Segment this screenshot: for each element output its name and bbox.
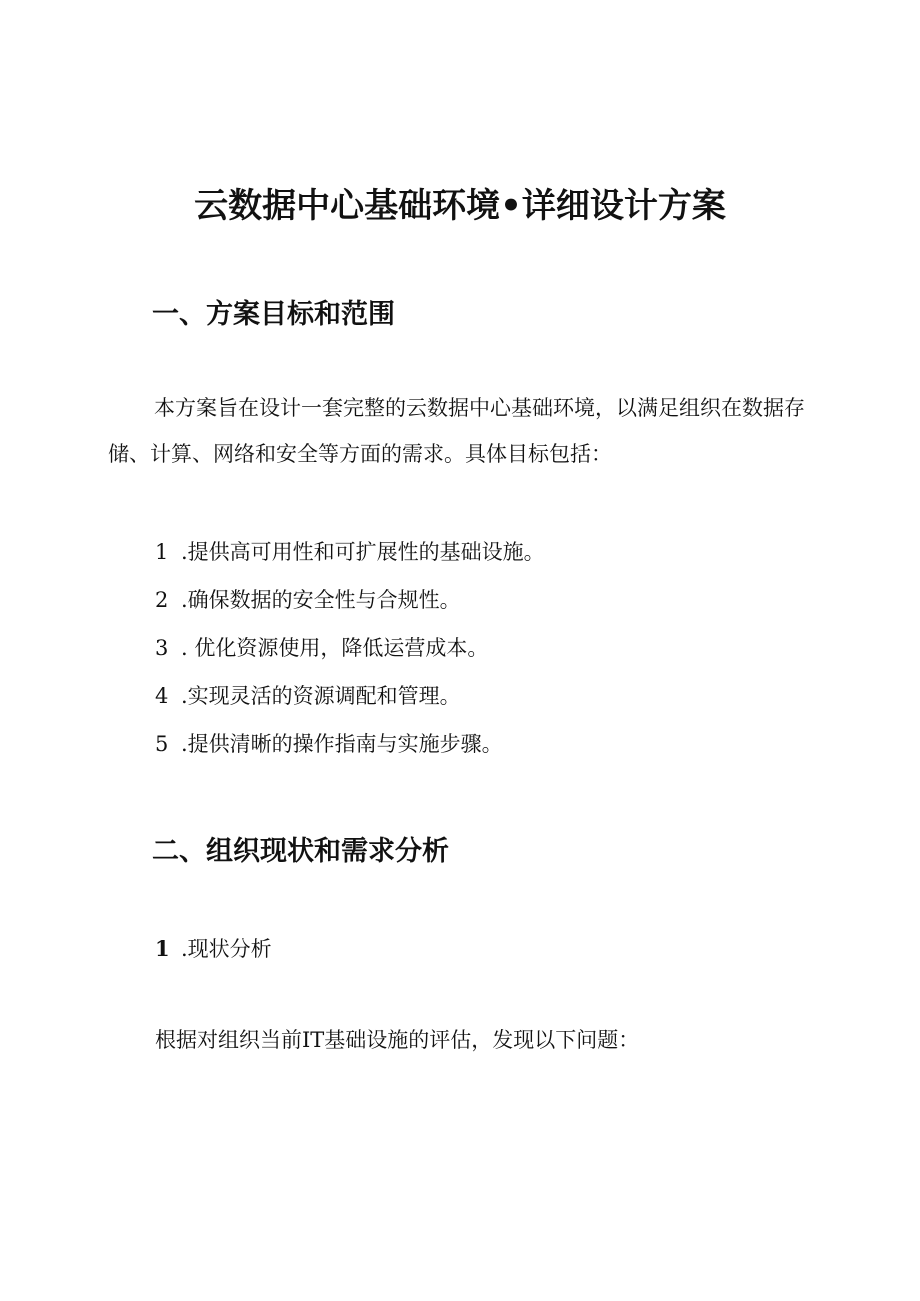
list-item-text: . 优化资源使用，降低运营成本。 (181, 636, 489, 660)
subsection-text: .现状分析 (181, 937, 272, 961)
list-item (155, 582, 545, 630)
list-item-text: .提供高可用性和可扩展性的基础设施。 (181, 540, 545, 564)
list-item (155, 726, 545, 774)
document-title: 云数据中心基础环境•详细设计方案 (194, 186, 726, 226)
list-item-text: .确保数据的安全性与合规性。 (181, 588, 461, 612)
list-item-number: 2 (155, 588, 169, 612)
list-item-number: 1 (155, 540, 169, 564)
section-heading-goals: 一、方案目标和范围 (152, 299, 395, 330)
list-item (155, 630, 545, 678)
list-item-number: 3 (155, 636, 169, 660)
list-item (155, 534, 545, 582)
section-heading-analysis: 二、组织现状和需求分析 (152, 836, 449, 867)
subsection-number: 1 (155, 936, 170, 961)
goals-list (155, 534, 545, 774)
list-item (155, 678, 545, 726)
list-item-number: 4 (155, 684, 169, 708)
analysis-paragraph: 根据对组织当前IT基础设施的评估，发现以下问题： (155, 1028, 640, 1052)
list-item-text: .提供清晰的操作指南与实施步骤。 (181, 732, 503, 756)
intro-paragraph: 本方案旨在设计一套完整的云数据中心基础环境，以满足组织在数据存储、计算、网络和安全等方面的需求。具体目标包括： (108, 396, 805, 466)
list-item-text: .实现灵活的资源调配和管理。 (181, 684, 461, 708)
list-item-number: 5 (155, 732, 169, 756)
subsection-heading-status (155, 933, 272, 963)
